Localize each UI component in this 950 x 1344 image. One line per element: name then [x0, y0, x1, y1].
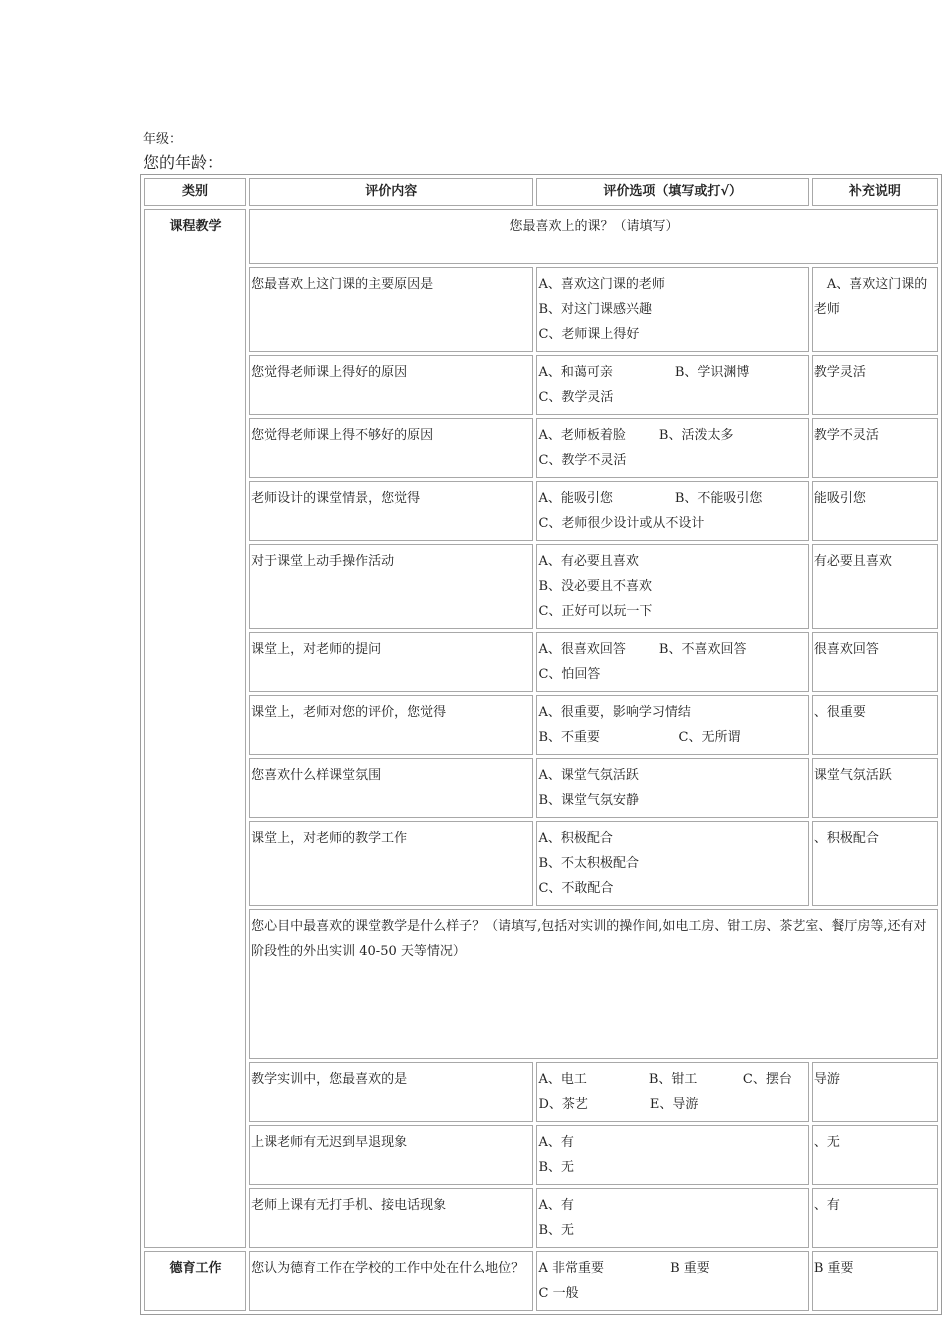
options-cell	[536, 1251, 808, 1311]
question-text: 上课老师有无迟到早退现象	[249, 1125, 533, 1185]
table-row	[144, 481, 938, 541]
table-row	[144, 544, 938, 629]
options-cell	[536, 1062, 808, 1122]
note-cell: 、积极配合	[812, 821, 938, 906]
options-cell	[536, 632, 808, 692]
option-line: B、无	[538, 1223, 575, 1238]
options-cell	[536, 821, 808, 906]
option-line: A、有	[538, 1135, 574, 1150]
table-row	[144, 267, 938, 352]
table-row	[144, 1062, 938, 1122]
option-line: A、课堂气氛活跃	[538, 768, 639, 783]
option-line: A、很喜欢回答 B、不喜欢回答	[538, 642, 747, 657]
options-cell	[536, 355, 808, 415]
option-line: A、有	[538, 1198, 574, 1213]
options-cell	[536, 695, 808, 755]
col-options-header: 评价选项（填写或打√）	[536, 178, 808, 206]
option-line: A、积极配合	[538, 831, 613, 846]
question-text: 课堂上，对老师的提问	[249, 632, 533, 692]
table-row	[144, 209, 938, 264]
col-notes-header: 补充说明	[812, 178, 938, 206]
question-text: 老师设计的课堂情景，您觉得	[249, 481, 533, 541]
option-line: B、无	[538, 1160, 575, 1175]
note-cell: 、很重要	[812, 695, 938, 755]
question-text: 您认为德育工作在学校的工作中处在什么地位？	[249, 1251, 533, 1311]
question-text: 您最喜欢上这门课的主要原因是	[249, 267, 533, 352]
table-row	[144, 1251, 938, 1311]
ideal-class-question: 您心目中最喜欢的课堂教学是什么样子？（请填写,包括对实训的操作间,如电工房、钳工房、茶艺室、餐厅房等,还有对阶段性的外出实训 40-50 天等情况）	[249, 909, 938, 1059]
header-row	[144, 178, 938, 206]
option-line: C、不敢配合	[538, 881, 614, 896]
note-text: A、喜欢这门课的老师	[813, 277, 928, 317]
options-cell	[536, 267, 808, 352]
options-cell	[536, 1125, 808, 1185]
question-text: 老师上课有无打手机、接电话现象	[249, 1188, 533, 1248]
option-line: A、电工 B、钳工 C、摆台	[538, 1072, 792, 1087]
table-row	[144, 909, 938, 1059]
note-cell: 教学不灵活	[812, 418, 938, 478]
option-line: A、喜欢这门课的老师	[538, 277, 665, 292]
table-row	[144, 758, 938, 818]
options-cell	[536, 418, 808, 478]
col-category-header: 类别	[144, 178, 246, 206]
table-row	[144, 418, 938, 478]
option-line: B、不太积极配合	[538, 856, 640, 871]
note-cell: 、有	[812, 1188, 938, 1248]
table-row	[144, 355, 938, 415]
note-cell: 课堂气氛活跃	[812, 758, 938, 818]
category-teaching: 课程教学	[144, 209, 246, 1248]
question-text: 教学实训中，您最喜欢的是	[249, 1062, 533, 1122]
option-line: A、很重要，影响学习情结	[538, 705, 691, 720]
option-line: B、不重要 C、无所谓	[538, 730, 741, 745]
note-cell: 有必要且喜欢	[812, 544, 938, 629]
table-row	[144, 1188, 938, 1248]
grade-label: 年级：	[143, 132, 183, 147]
note-cell	[812, 267, 938, 352]
option-line: D、茶艺 E、导游	[538, 1097, 699, 1112]
option-line: B、课堂气氛安静	[538, 793, 640, 808]
option-line: A、有必要且喜欢	[538, 554, 639, 569]
category-moral: 德育工作	[144, 1251, 246, 1311]
note-cell: B 重要	[812, 1251, 938, 1311]
question-text: 课堂上，老师对您的评价，您觉得	[249, 695, 533, 755]
options-cell	[536, 481, 808, 541]
question-text: 课堂上，对老师的教学工作	[249, 821, 533, 906]
note-cell: 教学灵活	[812, 355, 938, 415]
option-line: A、能吸引您 B、不能吸引您	[538, 491, 763, 506]
survey-table	[140, 174, 942, 1315]
question-text: 您喜欢什么样课堂氛围	[249, 758, 533, 818]
option-line: C、教学灵活	[538, 390, 614, 405]
question-text: 您觉得老师课上得不够好的原因	[249, 418, 533, 478]
option-line: A 非常重要 B 重要	[538, 1261, 710, 1276]
options-cell	[536, 544, 808, 629]
table-row	[144, 1125, 938, 1185]
note-cell: 、无	[812, 1125, 938, 1185]
note-cell: 能吸引您	[812, 481, 938, 541]
question-text: 对于课堂上动手操作活动	[249, 544, 533, 629]
option-line: C、老师很少设计或从不设计	[538, 516, 705, 531]
option-line: C、教学不灵活	[538, 453, 627, 468]
option-line: C 一般	[538, 1286, 579, 1301]
note-cell: 导游	[812, 1062, 938, 1122]
option-line: C、正好可以玩一下	[538, 604, 653, 619]
question-text: 您觉得老师课上得好的原因	[249, 355, 533, 415]
col-content-header: 评价内容	[249, 178, 533, 206]
age-label: 您的年龄：	[143, 153, 224, 172]
option-line: C、老师课上得好	[538, 327, 640, 342]
option-line: B、没必要且不喜欢	[538, 579, 653, 594]
option-line: B、对这门课感兴趣	[538, 302, 653, 317]
option-line: A、和蔼可亲 B、学识渊博	[538, 365, 750, 380]
options-cell	[536, 1188, 808, 1248]
favorite-course-question: 您最喜欢上的课？（请填写）	[249, 209, 938, 264]
table-row	[144, 821, 938, 906]
option-line: A、老师板着脸 B、活泼太多	[538, 428, 734, 443]
table-row	[144, 632, 938, 692]
option-line: C、怕回答	[538, 667, 601, 682]
note-cell: 很喜欢回答	[812, 632, 938, 692]
options-cell	[536, 758, 808, 818]
table-row	[144, 695, 938, 755]
